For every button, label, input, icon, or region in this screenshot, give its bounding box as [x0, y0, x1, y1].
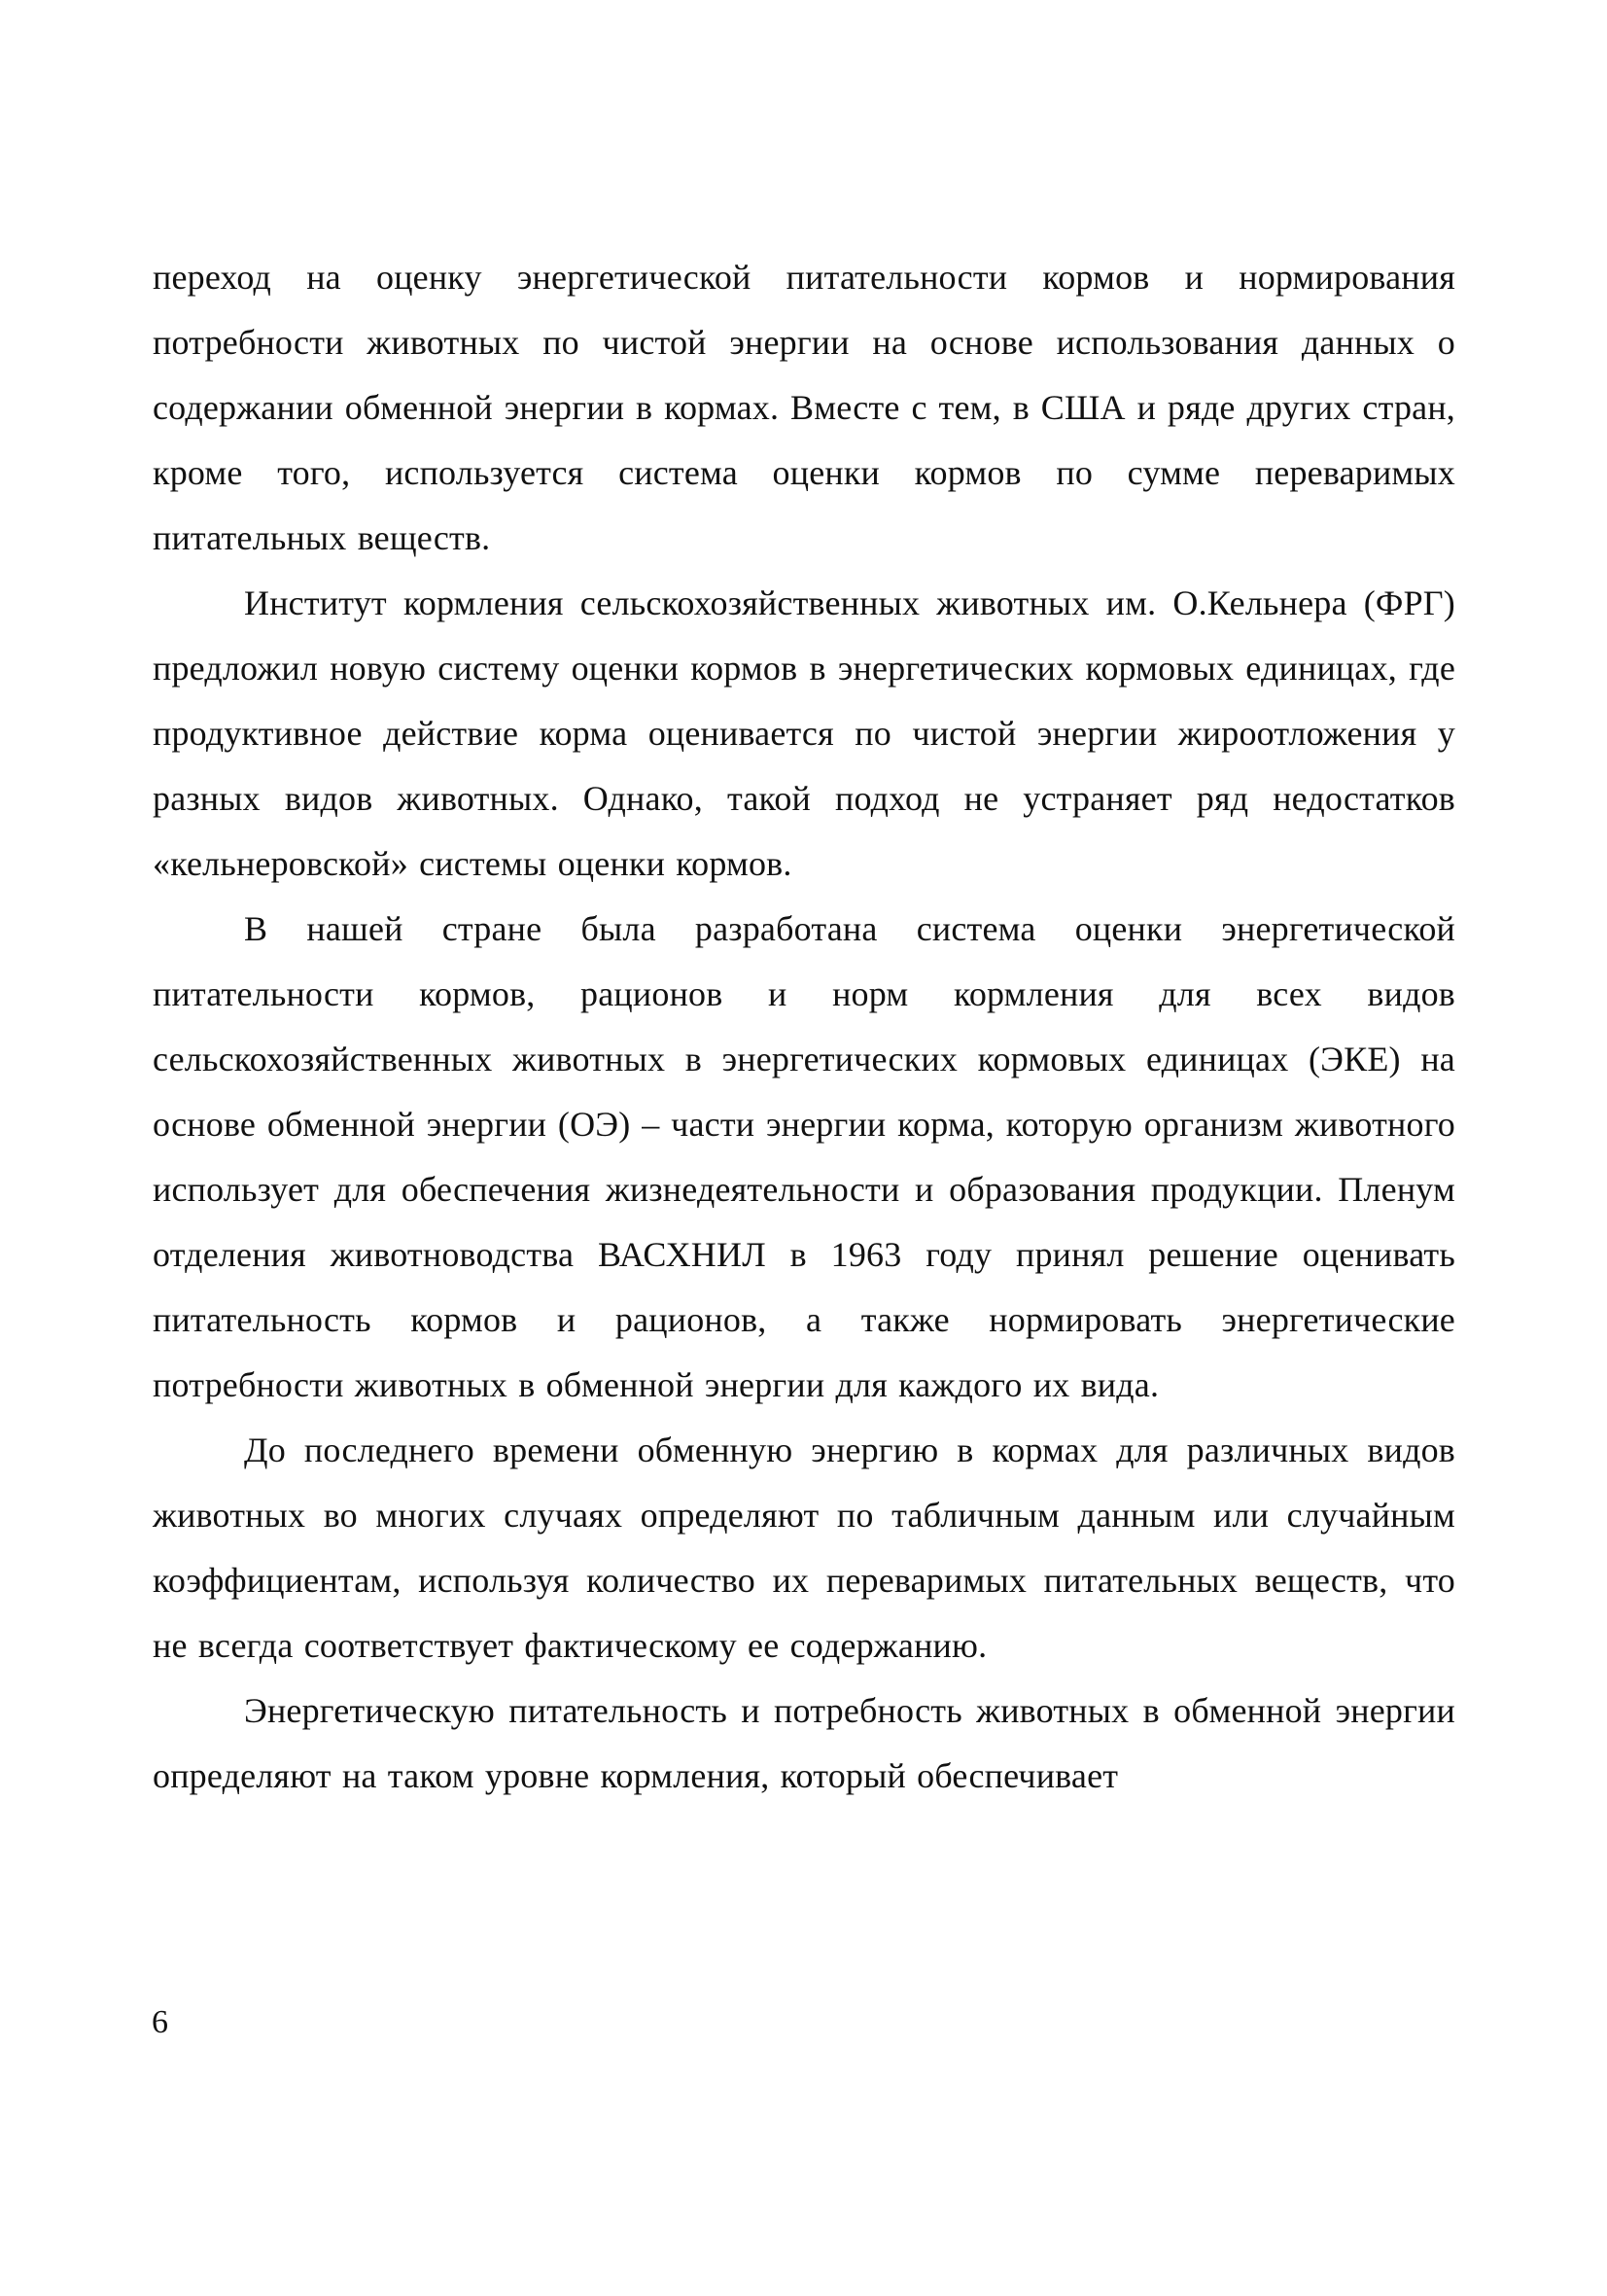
paragraph-3: В нашей стране была разработана система оценки энергетической питательности кормов, рационов и норм кормления для всех видов сельскохозяйственных животных в энергетических кормовых единицах (ЭКЕ) на основе обменной энергии (ОЭ) – части энергии корма, которую организм животного использует для обеспечения жизнедеятельности и образования продукции. Пленум отделения животноводства ВАСХНИЛ в 1963 году принял решение оценивать питательность кормов и рационов, а также нормировать энергетические потребности животных в обменной энергии для каждого их вида.: [153, 909, 1455, 1404]
paragraph-2: Институт кормления сельскохозяйственных животных им. О.Кельнера (ФРГ) предложил новую систему оценки кормов в энергетических кормовых единицах, где продуктивное действие корма оценивается по чистой энергии жироотложения у разных видов животных. Однако, такой подход не устраняет ряд недостатков «кельнеровской» системы оценки кормов.: [153, 583, 1455, 883]
paragraph-5: Энергетическую питательность и потребность животных в обменной энергии определяют на таком уровне кормления, который обеспечивает: [153, 1691, 1455, 1795]
paragraph-1: переход на оценку энергетической питательности кормов и нормирования потребности животных по чистой энергии на основе использования данных о содержании обменной энергии в кормах. Вместе с тем, в США и ряде других стран, кроме того, используется система оценки кормов по сумме переваримых питательных веществ.: [153, 258, 1455, 557]
paragraph-4: До последнего времени обменную энергию в кормах для различных видов животных во многих случаях определяют по табличным данным или случайным коэффициентам, используя количество их переваримых питательных веществ, что не всегда соответствует фактическому ее содержанию.: [153, 1431, 1455, 1665]
page-body: [153, 245, 1455, 1809]
page-number: 6: [152, 2004, 168, 2040]
